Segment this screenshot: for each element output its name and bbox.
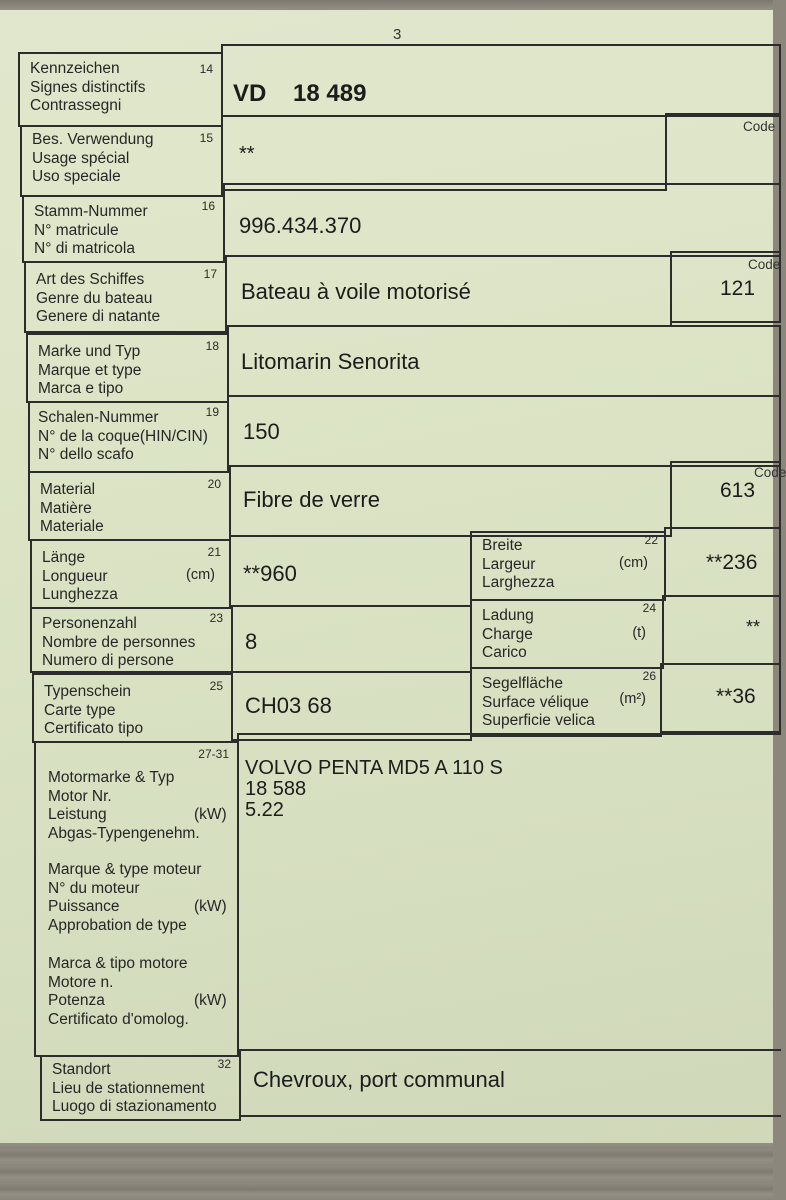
label-cell-kennzeichen	[18, 52, 223, 127]
field-number: 24	[642, 601, 656, 615]
value-cell-marke	[227, 325, 781, 397]
field-label: Personenzahl Nombre de personnes Numero di persone	[42, 615, 196, 669]
motor-labels-fr: Marque & type moteur N° du moteur Puissance (kW) Approbation de type	[48, 861, 227, 934]
field-label: Breite Largeur Larghezza	[482, 537, 555, 591]
hull-number-value: 150	[243, 419, 280, 444]
field-number: 22	[644, 533, 658, 547]
label-cell-typenschein	[32, 673, 233, 743]
special-use-value: **	[239, 143, 255, 165]
value-cell-personenzahl	[231, 605, 472, 673]
value-cell-schiffsart	[225, 255, 672, 327]
value-cell-kennzeichen	[221, 44, 781, 117]
material-code: 613	[720, 479, 756, 502]
make-type-value: Litomarin Senorita	[241, 349, 420, 374]
field-number: 23	[209, 611, 223, 625]
field-label: Art des Schiffes Genre du bateau Genere di natante	[36, 271, 161, 325]
value-cell-laenge	[229, 535, 472, 607]
code-label: Code	[743, 119, 776, 134]
code-cell-material	[670, 461, 786, 529]
value-cell-schalennummer	[227, 395, 781, 467]
persons-value: 8	[245, 629, 258, 654]
field-label: Schalen-Nummer N° de la coque(HIN/CIN) N° dello scafo	[38, 409, 208, 463]
motor-labels-it: Marca & tipo motore Motore n. Potenza (kW) Certificato d'omolog.	[48, 955, 227, 1028]
label-cell-segelflaeche	[470, 667, 662, 737]
motor-number-value: 18 588	[245, 778, 307, 800]
field-number: 19	[205, 405, 219, 419]
unit-label: (t)	[632, 625, 646, 641]
page-number: 3	[393, 26, 402, 43]
field-label: Bes. Verwendung Usage spécial Uso speciale	[32, 131, 154, 185]
label-cell-schalennummer	[28, 401, 229, 473]
code-cell-verwendung	[665, 113, 781, 185]
load-value: **	[746, 617, 761, 637]
type-certificate-value: CH03 68	[245, 693, 332, 718]
field-label: Stamm-Nummer N° matricule N° di matricola	[34, 203, 148, 257]
base-number-value: 996.434.370	[239, 213, 362, 238]
wood-surface-bottom	[0, 1140, 773, 1200]
label-cell-standort	[40, 1055, 241, 1121]
value-cell-segelflaeche	[660, 663, 781, 733]
value-cell-ladung	[662, 595, 781, 665]
motor-labels-de: Motormarke & Typ Motor Nr. Leistung (kW) Abgas-Typengenehm.	[48, 769, 227, 842]
boat-type-code: 121	[720, 277, 756, 300]
field-label: Segelfläche Surface vélique Superficie velica	[482, 675, 595, 729]
field-label: Länge Longueur Lunghezza	[42, 549, 118, 603]
field-number: 27-31	[198, 747, 229, 761]
field-number: 25	[209, 679, 223, 693]
field-label: Material Matière Materiale	[40, 481, 104, 535]
value-cell-typenschein	[231, 671, 472, 741]
field-label: Kennzeichen Signes distinctifs Contrassegni	[30, 60, 146, 114]
unit-label: (cm)	[619, 555, 648, 571]
label-cell-personenzahl	[30, 607, 233, 673]
label-cell-material	[28, 471, 231, 541]
motor-values	[245, 758, 503, 821]
width-value: **236	[706, 551, 758, 574]
field-number: 26	[642, 669, 656, 683]
label-cell-verwendung	[20, 125, 223, 197]
material-value: Fibre de verre	[243, 487, 380, 512]
field-number: 14	[199, 62, 213, 76]
label-cell-breite	[470, 531, 666, 601]
field-number: 18	[205, 339, 219, 353]
unit-label: (kW)	[194, 898, 227, 915]
length-value: **960	[243, 561, 297, 586]
value-cell-breite	[664, 527, 781, 597]
field-label: Marke und Typ Marque et type Marca e tipo	[38, 343, 142, 397]
code-cell-schiffsart	[670, 251, 781, 323]
value-cell-verwendung	[221, 115, 667, 191]
boat-type-value: Bateau à voile motorisé	[241, 279, 471, 304]
unit-label: (cm)	[186, 567, 215, 583]
label-cell-schiffsart	[24, 261, 227, 333]
field-number: 20	[207, 477, 221, 491]
label-cell-ladung	[470, 599, 664, 669]
location-value: Chevroux, port communal	[253, 1067, 505, 1092]
motor-make-type-value: VOLVO PENTA MD5 A 110 S	[245, 757, 503, 779]
unit-label: (m²)	[619, 691, 646, 707]
field-number: 21	[207, 545, 221, 559]
value-cell-stammnummer	[223, 183, 781, 257]
code-label: Code	[748, 257, 781, 272]
value-cell-material	[229, 465, 672, 537]
label-cell-laenge	[30, 539, 231, 609]
label-cell-stammnummer	[22, 195, 225, 263]
unit-label: (kW)	[194, 806, 227, 823]
field-number: 16	[201, 199, 215, 213]
field-label: Standort Lieu de stationnement Luogo di stazionamento	[52, 1061, 217, 1115]
motor-power-value: 5.22	[245, 799, 284, 821]
registration-plate-value: VD 18 489	[233, 80, 367, 107]
field-number: 32	[217, 1057, 231, 1071]
field-label: Ladung Charge Carico	[482, 607, 534, 661]
label-cell-motor	[34, 741, 239, 1057]
code-label: Code	[754, 465, 786, 480]
field-number: 15	[199, 131, 213, 145]
label-cell-marke	[26, 333, 229, 403]
value-cell-standort	[239, 1049, 781, 1117]
unit-label: (kW)	[194, 992, 227, 1009]
sail-area-value: **36	[716, 685, 756, 708]
field-number: 17	[203, 267, 217, 281]
field-label: Typenschein Carte type Certificato tipo	[44, 683, 144, 737]
